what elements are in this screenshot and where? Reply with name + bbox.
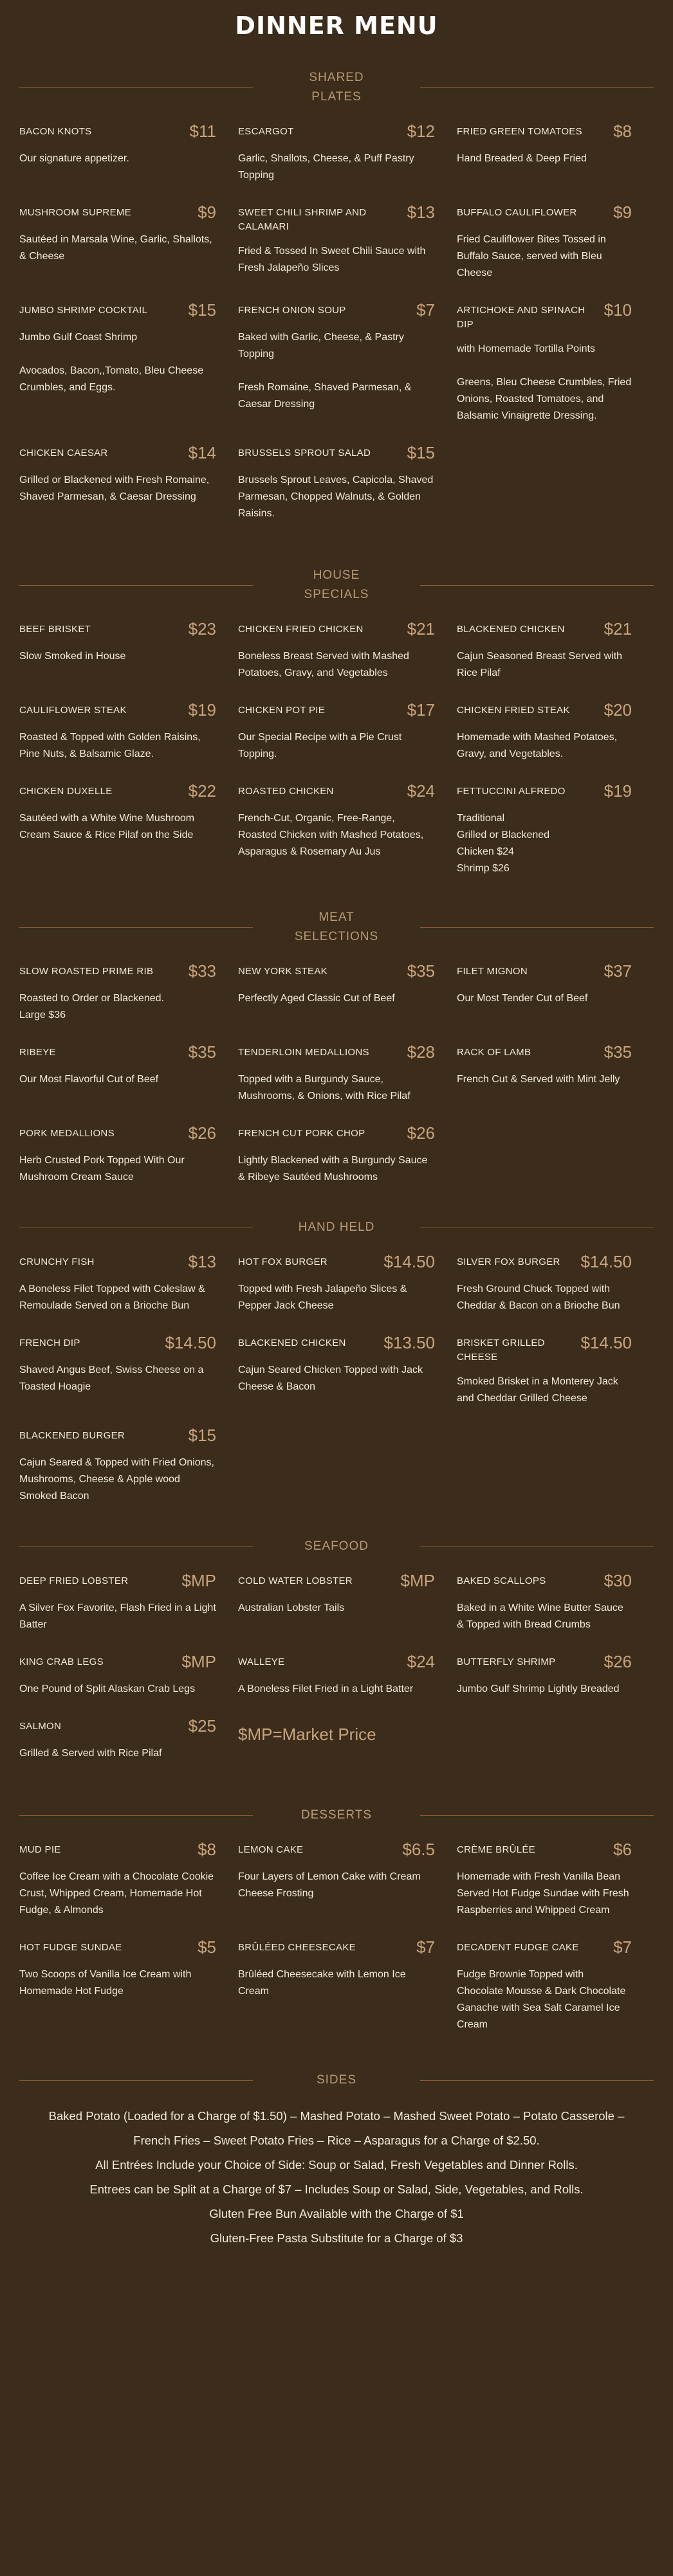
menu-item-description: Sautéed with a White Wine Mushroom Cream Sauce & Rice Pilaf on the Side (19, 813, 195, 840)
menu-item-name: SWEET CHILI SHRIMP AND CALAMARI (238, 207, 367, 232)
section-title (253, 1537, 420, 1556)
menu-item-price: $35 (188, 1042, 216, 1062)
menu-item (19, 1839, 238, 1919)
menu-item-price: $14.50 (383, 1252, 435, 1271)
divider (420, 87, 654, 88)
menu-item-name: CHICKEN POT PIE (238, 705, 326, 716)
menu-item-header (19, 300, 216, 320)
sides-text (19, 2104, 654, 2251)
menu-item-header (238, 619, 435, 639)
menu-item-name: BEEF BRISKET (19, 624, 91, 635)
menu-item-price: $24 (407, 1652, 435, 1671)
menu-item-header (457, 1651, 632, 1672)
menu-section (0, 1537, 673, 1780)
section-heading (19, 1537, 654, 1556)
menu-item (457, 781, 654, 877)
menu-item-price: $26 (604, 1652, 632, 1671)
menu-item-name: FILET MIGNON (457, 966, 528, 977)
menu-item-price: $13.50 (383, 1333, 435, 1352)
menu-item-name: TENDERLOIN MEDALLIONS (238, 1047, 369, 1058)
menu-item-name: FRENCH ONION SOUP (238, 305, 346, 316)
menu-item-header (19, 1332, 216, 1353)
menu-item-name: CRÈME BRÛLÉE (457, 1844, 535, 1855)
menu-item-name: SLOW ROASTED PRIME RIB (19, 966, 154, 977)
menu-item-description: Fudge Brownie Topped with Chocolate Mousse & Dark Chocolate Ganache with Sea Salt Caramel Ice Cream (457, 1969, 626, 2030)
menu-item-header (19, 1123, 216, 1143)
menu-item-header (238, 1251, 435, 1272)
menu-item-price: $30 (604, 1571, 632, 1590)
menu-item (19, 202, 238, 282)
menu-item-name: ROASTED CHICKEN (238, 786, 334, 797)
menu-item-description: One Pound of Split Alaskan Crab Legs (19, 1683, 196, 1694)
divider (19, 585, 253, 586)
menu-item-price: $35 (604, 1042, 632, 1062)
menu-item-description: Brûléed Cheesecake with Lemon Ice Cream (238, 1969, 406, 1997)
section-title (253, 566, 420, 604)
menu-item-description: Jumbo Gulf Shrimp Lightly Breaded (457, 1683, 620, 1694)
section-title: SIDES (316, 2073, 357, 2087)
menu-item-name: HOT FUDGE SUNDAE (19, 1942, 122, 1953)
menu-item-description: Grilled & Served with Rice Pilaf (19, 1748, 162, 1759)
menu-item-name: CHICKEN CAESAR (19, 448, 108, 458)
menu-item (238, 1839, 457, 1919)
menu-item-header (457, 961, 632, 981)
menu-item (19, 1425, 238, 1505)
menu-item-name: JUMBO SHRIMP COCKTAIL (19, 305, 148, 316)
section-title-line: SPECIALS (304, 588, 369, 601)
menu-item (457, 1937, 654, 2033)
menu-item-price: $15 (188, 1426, 216, 1445)
sides-line: Entrees can be Split at a Charge of $7 – Includes Soup or Salad, Side, Vegetables, and Rolls. (89, 2182, 584, 2196)
menu-item (457, 1042, 654, 1105)
menu-item (19, 1937, 238, 2033)
menu-item-header (19, 1937, 216, 1957)
menu-item-header (19, 442, 216, 463)
menu-item-description: Four Layers of Lemon Cake with Cream Cheese Frosting (238, 1871, 421, 1899)
menu-item-header (238, 1570, 435, 1591)
menu-item-price: $14.50 (580, 1333, 632, 1352)
menu-item-header (238, 121, 435, 141)
menu-item-description: Our Special Recipe with a Pie Crust Topping. (238, 732, 402, 759)
menu-item (238, 300, 457, 424)
divider (420, 2080, 654, 2081)
menu-item (238, 781, 457, 877)
menu-item-header (457, 1839, 632, 1860)
menu-item-description: Herb Crusted Pork Topped With Our Mushroom Cream Sauce (19, 1155, 185, 1183)
section-title (253, 68, 420, 107)
menu-item-name: NEW YORK STEAK (238, 966, 327, 977)
menu-item-price: $11 (189, 122, 216, 141)
menu-item-header (457, 121, 632, 141)
menu-item-description: Coffee Ice Cream with a Chocolate Cookie Crust, Whipped Cream, Homemade Hot Fudge, & Almonds (19, 1871, 214, 1916)
section-title-line: SELECTIONS (294, 930, 379, 943)
menu-item-header (457, 700, 632, 720)
menu-item-description: Traditional Grilled or Blackened Chicken $24 Shrimp $26 (457, 813, 550, 874)
menu-item-name: ESCARGOT (238, 126, 294, 137)
menu-item-price: $14.50 (165, 1333, 216, 1352)
menu-item-header (19, 1425, 216, 1446)
menu-item (457, 202, 654, 282)
menu-item (19, 961, 238, 1024)
menu-item-name: PORK MEDALLIONS (19, 1128, 115, 1139)
menu-item-name: FETTUCCINI ALFREDO (457, 786, 566, 797)
menu-item-name: FRENCH DIP (19, 1338, 80, 1348)
menu-item-header (19, 121, 216, 141)
menu-item (457, 1839, 654, 1919)
menu-item (19, 121, 238, 184)
menu-item (238, 1042, 457, 1105)
menu-item-price: $17 (407, 700, 435, 720)
menu-item-name: CHICKEN DUXELLE (19, 786, 113, 797)
menu-item (238, 961, 457, 1024)
menu-item-description: Homemade with Mashed Potatoes, Gravy, and Vegetables. (457, 732, 618, 759)
menu-item-description: Fried Cauliflower Bites Tossed in Buffalo Sauce, served with Bleu Cheese (457, 234, 606, 278)
menu-item (19, 1651, 238, 1698)
menu-item-description: Sautéed in Marsala Wine, Garlic, Shallots, & Cheese (19, 234, 212, 262)
menu-item-price: $8 (198, 1840, 216, 1859)
menu-item (19, 1716, 238, 1762)
menu-item-description: Our signature appetizer. (19, 153, 129, 164)
menu-item-description: Grilled or Blackened with Fresh Romaine, Shaved Parmesan, & Caesar Dressing (19, 475, 210, 502)
divider (420, 927, 654, 928)
menu-item (19, 300, 238, 424)
menu-item (238, 1570, 457, 1633)
menu-item-description: A Boneless Filet Fried in a Light Batter (238, 1683, 414, 1694)
menu-item-name: FRIED GREEN TOMATOES (457, 126, 582, 137)
menu-section (0, 1806, 673, 2051)
menu-item-price: $6 (613, 1840, 632, 1859)
menu-item-header (238, 700, 435, 720)
menu-item-price: $26 (188, 1123, 216, 1143)
menu-item-description: Our Most Tender Cut of Beef (457, 993, 588, 1004)
menu-item-price: $7 (613, 1937, 632, 1957)
menu-item-header (19, 1042, 216, 1062)
menu-grid (19, 1251, 654, 1523)
sides-line: Gluten-Free Pasta Substitute for a Charge of $3 (210, 2231, 463, 2245)
menu-item-description: Topped with Fresh Jalapeño Slices & Pepper Jack Cheese (238, 1283, 407, 1311)
menu-item (19, 1123, 238, 1186)
section-title-line: DESSERTS (300, 1808, 373, 1822)
section-title-line: SEAFOOD (304, 1539, 369, 1553)
menu-item-name: HOT FOX BURGER (238, 1256, 327, 1267)
menu-item-description: Hand Breaded & Deep Fried (457, 153, 587, 164)
menu-item-name: CHICKEN FRIED STEAK (457, 705, 570, 716)
menu-item-description: Perfectly Aged Classic Cut of Beef (238, 993, 395, 1004)
menu-item-description: Boneless Breast Served with Mashed Potatoes, Gravy, and Vegetables (238, 651, 409, 678)
menu-item (19, 1570, 238, 1633)
menu-item (457, 1570, 654, 1633)
menu-item-description: French Cut & Served with Mint Jelly (457, 1074, 620, 1085)
menu-item (238, 1937, 457, 2033)
menu-item (457, 1251, 654, 1314)
menu-item-header (457, 1251, 632, 1272)
menu-item (238, 700, 457, 763)
menu-item-price: $21 (407, 619, 435, 639)
menu-item-price: $15 (407, 443, 435, 462)
menu-item-name: BAKED SCALLOPS (457, 1575, 546, 1586)
menu-section (0, 566, 673, 895)
menu-sections (0, 68, 673, 2051)
menu-item-description: Fresh Ground Chuck Topped with Cheddar & Bacon on a Brioche Bun (457, 1283, 620, 1311)
section-heading (19, 566, 654, 604)
menu-item-header (238, 1937, 435, 1957)
divider (420, 1815, 654, 1816)
menu-item-header (238, 1332, 435, 1353)
menu-item (457, 700, 654, 763)
menu-item-name: BRISKET GRILLED CHEESE (457, 1338, 545, 1363)
menu-item (19, 1332, 238, 1407)
menu-grid (19, 1570, 654, 1780)
menu-item-header (238, 442, 435, 463)
section-title-line: SHARED (309, 71, 364, 84)
menu-item-price: $21 (604, 619, 632, 639)
menu-item-description: A Boneless Filet Topped with Coleslaw & Remoulade Served on a Brioche Bun (19, 1283, 205, 1311)
menu-item (457, 121, 654, 184)
menu-item-name: RIBEYE (19, 1047, 56, 1058)
menu-item-header (457, 1570, 632, 1591)
menu-item (457, 619, 654, 682)
menu-item-description: French-Cut, Organic, Free-Range, Roasted Chicken with Mashed Potatoes, Asparagus & Rosemary Au Jus (238, 813, 424, 857)
menu-section (0, 1218, 673, 1523)
menu-item (19, 781, 238, 877)
menu-item-description: Cajun Seared Chicken Topped with Jack Cheese & Bacon (238, 1365, 423, 1392)
menu-item-name: COLD WATER LOBSTER (238, 1575, 353, 1586)
menu-item (238, 121, 457, 184)
section-title (253, 1218, 420, 1237)
menu-item (457, 1332, 654, 1407)
menu-item-description: Fried & Tossed In Sweet Chili Sauce with Fresh Jalapeño Slices (238, 246, 426, 273)
menu-item (19, 442, 238, 522)
menu-item (238, 442, 457, 522)
menu-item (238, 1251, 457, 1314)
menu-item (238, 1123, 457, 1186)
menu-item-header (238, 1042, 435, 1062)
divider (19, 1815, 253, 1816)
menu-item-price: $25 (188, 1716, 216, 1736)
menu-item-price: $10 (604, 300, 632, 320)
section-title-line: HAND HELD (298, 1220, 375, 1234)
menu-item-description: Garlic, Shallots, Cheese, & Puff Pastry Topping (238, 153, 414, 181)
menu-item-price: $8 (613, 122, 632, 141)
menu-item-description: Australian Lobster Tails (238, 1602, 345, 1613)
section-heading (19, 908, 654, 947)
divider (19, 87, 253, 88)
menu-item-price: $33 (188, 961, 216, 981)
menu-item-name: BUFFALO CAULIFLOWER (457, 207, 577, 218)
menu-item-price: $26 (407, 1123, 435, 1143)
section-title-line: HOUSE (313, 568, 360, 582)
menu-item-price: $14 (188, 443, 216, 462)
menu-item (19, 700, 238, 763)
menu-item-price: $7 (416, 300, 435, 320)
menu-grid (19, 961, 654, 1204)
sides-section (0, 2071, 673, 2251)
menu-item-description: Jumbo Gulf Coast Shrimp Avocados, Bacon,,Tomato, Bleu Cheese Crumbles, and Eggs. (19, 332, 204, 393)
menu-item-name: MUD PIE (19, 1844, 61, 1855)
menu-item-price: $15 (188, 300, 216, 320)
menu-item-price: $12 (407, 122, 435, 141)
menu-item-price: $5 (198, 1937, 216, 1957)
menu-item-header (19, 1570, 216, 1591)
section-title-line: MEAT (318, 911, 355, 924)
menu-title: DINNER MENU (235, 12, 438, 40)
menu-item-price: $20 (604, 700, 632, 720)
menu-item-header (19, 781, 216, 801)
section-title (253, 1806, 420, 1825)
menu-item-price: $22 (188, 781, 216, 801)
menu-item-header (457, 202, 632, 222)
menu-item-header (238, 1839, 435, 1860)
menu-item-description: Baked in a White Wine Butter Sauce & Topped with Bread Crumbs (457, 1602, 623, 1630)
menu-item-name: BLACKENED BURGER (19, 1430, 125, 1441)
menu-item-price: $7 (416, 1937, 435, 1957)
menu-grid (19, 619, 654, 895)
sides-line: Baked Potato (Loaded for a Charge of $1.50) – Mashed Potato – Mashed Sweet Potato – Potato Casserole – French Fries – Sweet Potato Fries – Rice – Asparagus for a Charge of $2.50. (48, 2109, 625, 2147)
menu-item-price: $23 (188, 619, 216, 639)
menu-item-description: Topped with a Burgundy Sauce, Mushrooms, & Onions, with Rice Pilaf (238, 1074, 410, 1102)
menu-item-price: $9 (613, 203, 632, 222)
menu-item-description: A Silver Fox Favorite, Flash Fried in a Light Batter (19, 1602, 216, 1630)
menu-item-name: KING CRAB LEGS (19, 1656, 104, 1667)
menu-item-description: with Homemade Tortilla Points Greens, Bleu Cheese Crumbles, Fried Onions, Roasted Tomatoes, and Balsamic Vinaigrette Dressing. (457, 343, 632, 421)
menu-item (238, 619, 457, 682)
divider (420, 585, 654, 586)
menu-item (457, 300, 654, 424)
menu-item-header (19, 1839, 216, 1860)
menu-item-description: Roasted & Topped with Golden Raisins, Pine Nuts, & Balsamic Glaze. (19, 732, 201, 759)
menu-item-name: LEMON CAKE (238, 1844, 304, 1855)
menu-item-description: Lightly Blackened with a Burgundy Sauce & Ribeye Sautéed Mushrooms (238, 1155, 428, 1183)
menu-item-name: BRÛLÉED CHEESECAKE (238, 1942, 356, 1953)
menu-item-name: SILVER FOX BURGER (457, 1256, 560, 1267)
menu-item-name: ARTICHOKE AND SPINACH DIP (457, 305, 585, 330)
menu-item (19, 619, 238, 682)
menu-item-name: BLACKENED CHICKEN (457, 624, 565, 635)
menu-item-name: SALMON (19, 1721, 62, 1732)
menu-item-header (19, 700, 216, 720)
menu-item (238, 1651, 457, 1698)
menu-item-description: Two Scoops of Vanilla Ice Cream with Homemade Hot Fudge (19, 1969, 192, 1997)
menu-item-name: BRUSSELS SPROUT SALAD (238, 448, 371, 458)
menu-item-price: $28 (407, 1042, 435, 1062)
menu-item-name: CRUNCHY FISH (19, 1256, 95, 1267)
menu-item-header (457, 619, 632, 639)
section-heading (19, 1806, 654, 1825)
menu-item-header (457, 1042, 632, 1062)
menu-item-name: BLACKENED CHICKEN (238, 1338, 346, 1348)
section-heading (19, 1218, 654, 1237)
menu-item-price: $19 (604, 781, 632, 801)
menu-item-name: FRENCH CUT PORK CHOP (238, 1128, 365, 1139)
menu-item-price: $MP (181, 1571, 216, 1590)
menu-item-name: CAULIFLOWER STEAK (19, 705, 127, 716)
menu-item-price: $13 (188, 1252, 216, 1271)
menu-item (457, 961, 654, 1024)
menu-item-header (457, 781, 632, 801)
menu-section (0, 68, 673, 540)
menu-item (19, 1042, 238, 1105)
menu-item-name: DEEP FRIED LOBSTER (19, 1575, 129, 1586)
menu-grid (19, 1839, 654, 2051)
menu-item-description: Slow Smoked in House (19, 651, 126, 662)
menu-item-description: Our Most Flavorful Cut of Beef (19, 1074, 159, 1085)
menu-item-header (457, 1332, 632, 1365)
menu-item-header (238, 1123, 435, 1143)
menu-item-name: BACON KNOTS (19, 126, 92, 137)
divider (19, 927, 253, 928)
menu-item-price: $14.50 (580, 1252, 632, 1271)
menu-item-price: $19 (188, 700, 216, 720)
market-price-note: $MP=Market Price (238, 1725, 376, 1744)
menu-item-price: $6.5 (402, 1840, 435, 1859)
section-heading (19, 68, 654, 107)
menu-item-description: Roasted to Order or Blackened. Large $36 (19, 993, 165, 1020)
menu-item-price: $MP (400, 1571, 435, 1590)
sides-line: Gluten Free Bun Available with the Charge of $1 (209, 2207, 464, 2220)
menu-item-name: BUTTERFLY SHRIMP (457, 1656, 556, 1667)
menu-item (238, 1332, 457, 1407)
divider (19, 2080, 253, 2081)
menu-item-description: Brussels Sprout Leaves, Capicola, Shaved Parmesan, Chopped Walnuts, & Golden Raisins. (238, 475, 434, 519)
menu-item-price: $13 (407, 203, 435, 222)
menu-item-header (457, 1937, 632, 1957)
section-title (253, 908, 420, 947)
menu-item-price: $9 (198, 203, 216, 222)
menu-section (0, 908, 673, 1204)
menu-item-price: $24 (407, 781, 435, 801)
menu-item-description: Smoked Brisket in a Monterey Jack and Cheddar Grilled Cheese (457, 1376, 618, 1404)
section-title-line: PLATES (311, 90, 362, 104)
menu-item (19, 1251, 238, 1314)
menu-item-name: RACK OF LAMB (457, 1047, 531, 1058)
menu-item-name: CHICKEN FRIED CHICKEN (238, 624, 364, 635)
menu-item (238, 202, 457, 282)
menu-item-header (457, 300, 632, 332)
menu-item (457, 1651, 654, 1698)
menu-item-description: Shaved Angus Beef, Swiss Cheese on a Toasted Hoagie (19, 1365, 204, 1392)
sides-line: All Entrées Include your Choice of Side: Soup or Salad, Fresh Vegetables and Dinner Rolls. (95, 2158, 578, 2172)
menu-item-description: Baked with Garlic, Cheese, & Pastry Topping Fresh Romaine, Shaved Parmesan, & Caesar Dressing (238, 332, 412, 410)
menu-item-header (238, 202, 435, 234)
menu-item-price: $37 (604, 961, 632, 981)
menu-item-header (19, 1251, 216, 1272)
menu-item-header (19, 961, 216, 981)
menu-item-name: WALLEYE (238, 1656, 285, 1667)
section-heading (19, 2071, 654, 2090)
menu-item-header (19, 619, 216, 639)
menu-item-description: Cajun Seared & Topped with Fried Onions, Mushrooms, Cheese & Apple wood Smoked Bacon (19, 1457, 214, 1501)
menu-item-header (19, 1716, 216, 1736)
menu-item-name: MUSHROOM SUPREME (19, 207, 131, 218)
menu-item-name: DECADENT FUDGE CAKE (457, 1942, 579, 1953)
menu-item-description: Cajun Seasoned Breast Served with Rice Pilaf (457, 651, 623, 678)
menu-item-header (238, 1651, 435, 1672)
menu-item-price: $35 (407, 961, 435, 981)
menu-item-header (238, 300, 435, 320)
menu-item-description: Homemade with Fresh Vanilla Bean Served Hot Fudge Sundae with Fresh Raspberries and Whipped Cream (457, 1871, 629, 1916)
menu-item-header (238, 961, 435, 981)
menu-item-header (19, 202, 216, 222)
menu-item-price: $MP (181, 1652, 216, 1671)
menu-grid (19, 121, 654, 540)
menu-item-header (19, 1651, 216, 1672)
menu-item-header (238, 781, 435, 801)
